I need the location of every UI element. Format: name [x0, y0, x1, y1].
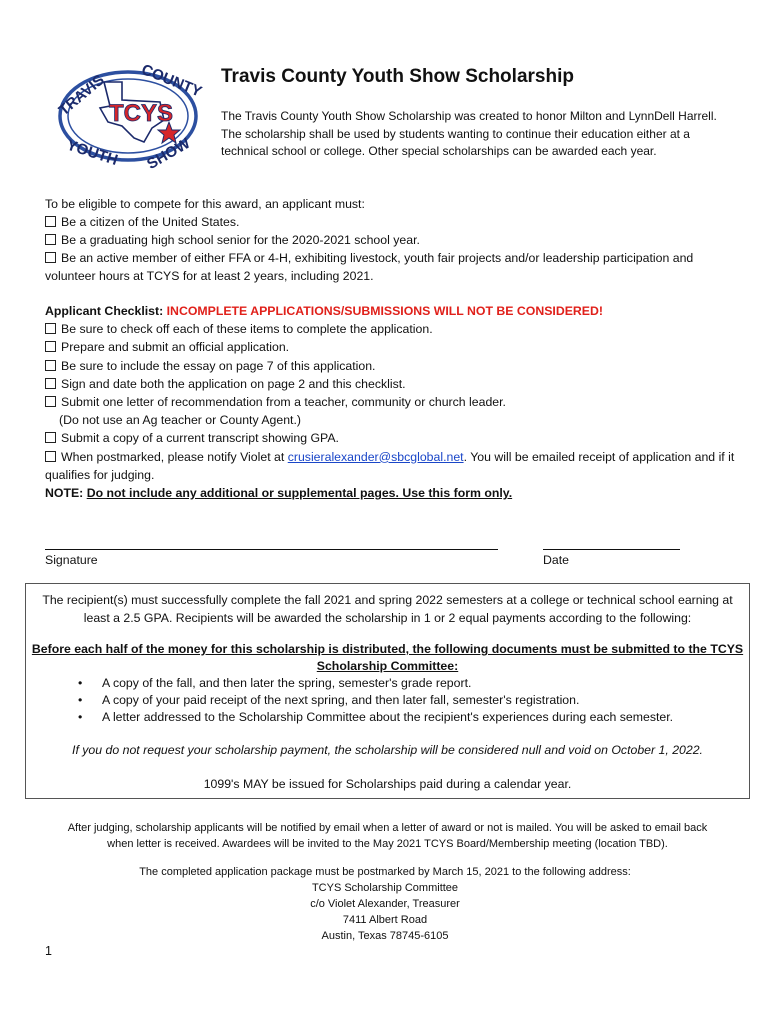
signature-label: Signature [45, 553, 98, 567]
checkbox-icon[interactable] [45, 341, 56, 352]
address-line: Austin, Texas 78745-6105 [321, 930, 449, 942]
documents-heading-line2: Scholarship Committee: [316, 659, 459, 673]
address-line: 7411 Albert Road [342, 914, 428, 926]
eligibility-item: Be a citizen of the United States. [45, 213, 735, 231]
checklist-item: Submit a copy of a current transcript showing GPA. [45, 429, 735, 447]
date-label: Date [543, 553, 569, 567]
date-line[interactable] [543, 549, 680, 550]
logo-word-show: SHOW [144, 134, 194, 172]
tcys-logo-icon [48, 60, 204, 172]
address-line: c/o Violet Alexander, Treasurer [310, 898, 460, 910]
checkbox-icon[interactable] [45, 234, 56, 245]
checklist-item: Be sure to check off each of these items to complete the application. [45, 320, 735, 338]
documents-heading-line1: Before each half of the money for this scholarship is distributed, the following documents must be submitted to the TCYS [31, 642, 744, 656]
logo-letters: TCYS [109, 100, 174, 127]
payment-terms-box [25, 583, 750, 799]
checkbox-icon[interactable] [45, 323, 56, 334]
checkbox-icon[interactable] [45, 396, 56, 407]
tcys-logo [48, 60, 204, 172]
checklist-heading [45, 302, 735, 320]
address-line: TCYS Scholarship Committee [311, 882, 459, 894]
page-title: Travis County Youth Show Scholarship [221, 66, 574, 87]
checkbox-icon[interactable] [45, 216, 56, 227]
payment-terms-paragraph: The recipient(s) must successfully complete the fall 2021 and spring 2022 semesters at a college or technical school earning at least a 2.5 GPA. Recipients will be awarded the scholarship in 1 or 2 equal payments according to the following: [42, 593, 733, 625]
notification-line2: when letter is received. Awardees will be invited to the May 2021 TCYS Board/Membership meeting (location TBD). [107, 838, 668, 850]
page-number: 1 [45, 944, 52, 958]
tax-note: 1099's MAY be issued for Scholarships paid during a calendar year. [203, 777, 572, 791]
checkbox-icon[interactable] [45, 451, 56, 462]
checklist-item: Sign and date both the application on page 2 and this checklist. [45, 375, 735, 393]
eligibility-item: Be an active member of either FFA or 4-H, exhibiting livestock, youth fair projects and/or leadership participation and volunteer hours at TCYS for at least 2 years, including 2021. [45, 251, 694, 283]
applicant-checklist [45, 302, 735, 502]
logo-word-youth: YOUTH [64, 136, 120, 170]
mailing-info [25, 864, 745, 944]
note-label: NOTE: [45, 486, 84, 501]
checkbox-icon[interactable] [45, 432, 56, 443]
signature-line[interactable] [45, 549, 498, 550]
list-item: • A copy of your paid receipt of the next spring, and then later fall, semester's registration. [78, 693, 580, 707]
eligibility-section [45, 195, 735, 285]
intro-paragraph: The Travis County Youth Show Scholarship was created to honor Milton and LynnDell Harrell. The scholarship shall be used by students wanting to continue their education either at a technical school or college. Other special scholarships can be awarded each year. [221, 109, 717, 158]
logo-word-county: COUNTY [139, 61, 204, 101]
checklist-item: Be sure to include the essay on page 7 of this application. [45, 357, 735, 375]
email-link[interactable]: crusieralexander@sbcglobal.net [287, 449, 464, 464]
notification-text [25, 820, 750, 852]
checkbox-icon[interactable] [45, 378, 56, 389]
logo-word-travis: TRAVIS [55, 71, 108, 120]
checkbox-icon[interactable] [45, 360, 56, 371]
notification-line1: After judging, scholarship applicants will be notified by email when a letter of award or not is mailed. You will be asked to email back [67, 822, 708, 834]
note-text: Do not include any additional or supplemental pages. Use this form only. [86, 486, 513, 501]
null-void-note: If you do not request your scholarship payment, the scholarship will be considered null and void on October 1, 2022. [72, 743, 703, 757]
checklist-item: When postmarked, please notify Violet at crusieralexander@sbcglobal.net. You will be emailed receipt of application and if it qualifies for judging. [45, 449, 735, 482]
checklist-warning: INCOMPLETE APPLICATIONS/SUBMISSIONS WILL NOT BE CONSIDERED! [166, 304, 603, 318]
eligibility-lead: To be eligible to compete for this award, an applicant must: [45, 197, 365, 211]
checklist-item: Prepare and submit an official application. [45, 338, 735, 356]
checklist-note [45, 484, 735, 502]
checklist-item: Submit one letter of recommendation from a teacher, community or church leader. [45, 393, 735, 411]
postmark-instruction: The completed application package must be postmarked by March 15, 2021 to the following address: [139, 866, 631, 878]
eligibility-item: Be a graduating high school senior for the 2020-2021 school year. [45, 231, 735, 249]
list-item: • A letter addressed to the Scholarship Committee about the recipient's experiences during each semester. [78, 710, 674, 724]
checklist-label: Applicant Checklist: [45, 304, 164, 318]
checklist-item-note: (Do not use an Ag teacher or County Agent.) [59, 413, 301, 428]
list-item: • A copy of the fall, and then later the spring, semester's grade report. [78, 676, 472, 690]
checkbox-icon[interactable] [45, 252, 56, 263]
